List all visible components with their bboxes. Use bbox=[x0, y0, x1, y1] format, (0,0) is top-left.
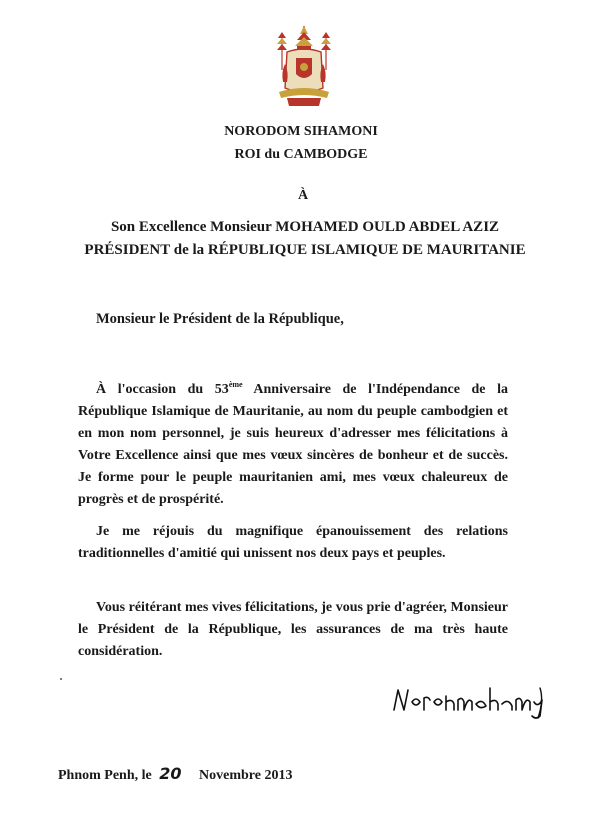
to-mark: À bbox=[297, 188, 309, 203]
salutation: Monsieur le Président de la République, bbox=[96, 311, 344, 327]
date-line bbox=[58, 765, 292, 785]
paragraph-1-rest: Anniversaire de l'Indépendance de la République Islamique de Mauritanie, au nom du peuple cambodgien et en mon nom personnel, je suis heureux d'adresser mes félicitations à Votre Excellence ainsi que mes vœux sincères de bonheur et de succès. Je forme pour le peuple mauritanien ami, mes vœux chaleureux de progrès et de prospérité. bbox=[78, 382, 508, 507]
addressee-name: Son Excellence Monsieur MOHAMED OULD ABDEL AZIZ bbox=[110, 219, 500, 235]
date-place: Phnom Penh, le bbox=[58, 768, 152, 783]
paragraph-3: Vous réitérant mes vives félicitations, je vous prie d'agréer, Monsieur le Président de la République, les assurances de ma très haute considération. bbox=[78, 600, 508, 659]
ordinal-suffix: ème bbox=[228, 380, 243, 389]
royal-cambodian-coat-of-arms-icon bbox=[273, 24, 335, 108]
paragraph-1-start: À l'occasion du 53 bbox=[96, 382, 229, 397]
addressee-title: PRÉSIDENT de la RÉPUBLIQUE ISLAMIQUE DE MAURITANIE bbox=[84, 242, 526, 258]
stray-dot bbox=[60, 678, 62, 680]
paragraph-2: Je me réjouis du magnifique épanouissement des relations traditionnelles d'amitié qui unissent nos deux pays et peuples. bbox=[78, 524, 508, 561]
date-month-year: Novembre 2013 bbox=[199, 768, 293, 783]
date-day: 20 bbox=[159, 764, 182, 783]
sender-title: ROI du CAMBODGE bbox=[234, 147, 368, 162]
paragraph-1 bbox=[78, 379, 508, 511]
handwritten-signature-icon bbox=[390, 682, 550, 722]
sender-name: NORODOM SIHAMONI bbox=[224, 124, 378, 139]
